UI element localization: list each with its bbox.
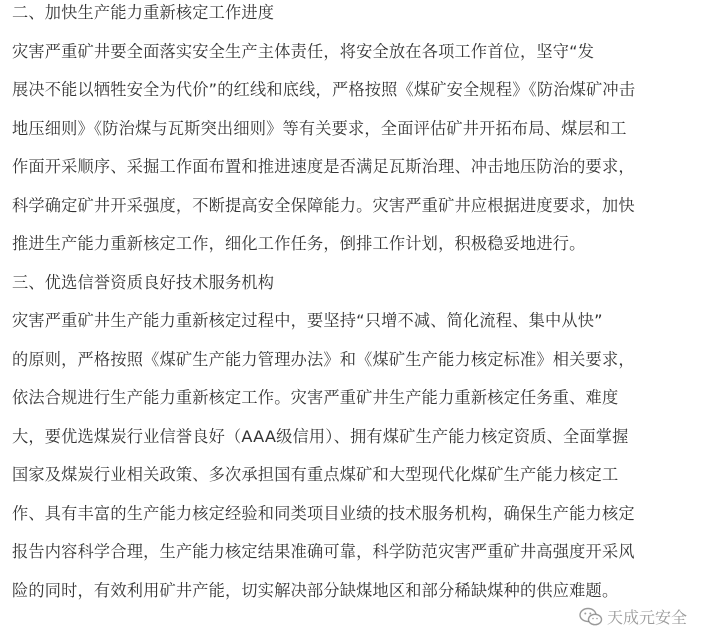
watermark: [579, 605, 687, 628]
paragraph-line: 展决不能以牺牲安全为代价”的红线和底线，严格按照《煤矿安全规程》《防治煤矿冲击: [12, 80, 636, 99]
paragraph-line: 大，要优选煤炭行业信誉良好（AAA级信用）、拥有煤矿生产能力核定资质、全面掌握: [12, 427, 629, 446]
paragraph-line: 作面开采顺序、采掘工作面布置和推进速度是否满足瓦斯治理、冲击地压防治的要求，: [12, 157, 635, 176]
section-heading-2: 二、加快生产能力重新核定工作进度: [12, 3, 275, 22]
section-heading-3: 三、优选信誉资质良好技术服务机构: [12, 273, 275, 292]
paragraph-line: 作、具有丰富的生产能力核定经验和同类项目业绩的技术服务机构，确保生产能力核定: [12, 504, 635, 523]
paragraph-line: 险的同时，有效利用矿井产能，切实解决部分缺煤地区和部分稀缺煤种的供应难题。: [12, 581, 619, 600]
paragraph-line: 推进生产能力重新核定工作，细化工作任务，倒排工作计划，积极稳妥地进行。: [12, 234, 586, 253]
paragraph-line: 报告内容科学合理，生产能力核定结果准确可靠，科学防范灾害严重矿井高强度开采风: [12, 542, 635, 561]
watermark-text: 天成元安全: [606, 608, 687, 627]
paragraph-line: 国家及煤炭行业相关政策、多次承担国有重点煤矿和大型现代化煤矿生产能力核定工: [12, 465, 619, 484]
paragraph-line: 科学确定矿井开采强度，不断提高安全保障能力。灾害严重矿井应根据进度要求，加快: [12, 196, 635, 215]
paragraph-line: 地压细则》《防治煤与瓦斯突出细则》等有关要求，全面评估矿井开拓布局、煤层和工: [12, 119, 627, 138]
paragraph-line: 灾害严重矿井要全面落实安全生产主体责任，将安全放在各项工作首位，坚守“发: [12, 42, 595, 61]
paragraph-line: 依法合规进行生产能力重新核定工作。灾害严重矿井生产能力重新核定任务重、难度: [12, 388, 619, 407]
paragraph-line: 灾害严重矿井生产能力重新核定过程中，要坚持“只增不减、简化流程、集中从快”: [12, 311, 603, 330]
paragraph-line: 的原则，严格按照《煤矿生产能力管理办法》和《煤矿生产能力核定标准》相关要求，: [12, 350, 635, 369]
wechat-icon: [579, 607, 603, 627]
